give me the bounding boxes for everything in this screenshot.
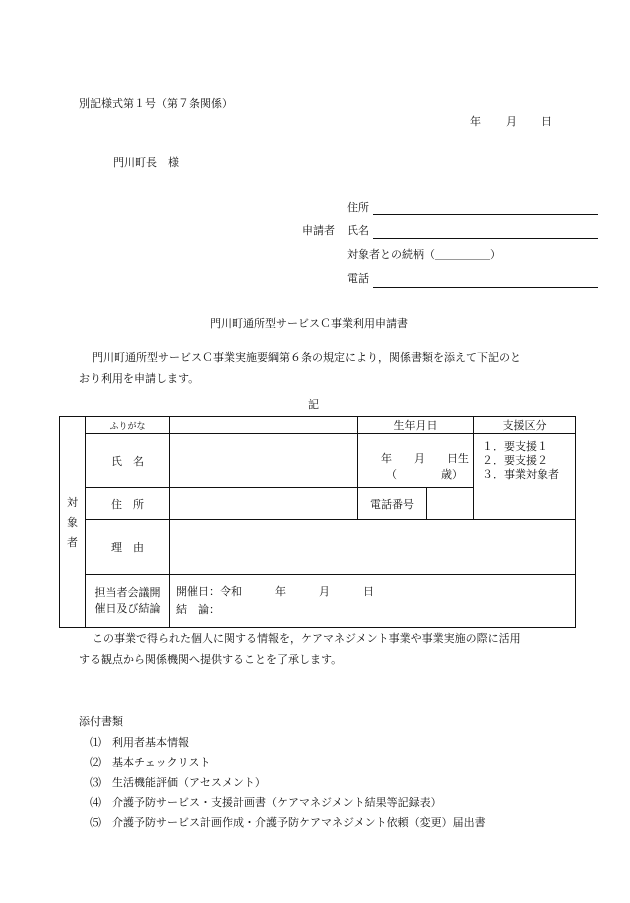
support-option[interactable]: ３．事業対象者 bbox=[482, 468, 559, 481]
furigana-label: ふりがな bbox=[86, 417, 170, 434]
intro-line-1: 門川町通所型サービスＣ事業実施要綱第６条の規定により，関係書類を添えて下記のと bbox=[92, 351, 521, 364]
address-label: 住 所 bbox=[86, 488, 170, 520]
support-option[interactable]: ２．要支援２ bbox=[482, 454, 548, 467]
date-day: 日 bbox=[541, 115, 552, 128]
phone-label: 電話番号 bbox=[358, 488, 427, 520]
consent-line-1: この事業で得られた個人に関する情報を，ケアマネジメント事業や事業実施の際に活用 bbox=[92, 632, 521, 645]
applicant-address-field[interactable] bbox=[373, 214, 598, 215]
meeting-field[interactable] bbox=[170, 575, 576, 628]
phone-field[interactable] bbox=[427, 488, 474, 520]
name-label: 氏 名 bbox=[86, 434, 170, 488]
consent-line-2: する観点から関係機関へ提供することを了承します。 bbox=[79, 653, 343, 666]
applicant-name-label: 氏名 bbox=[347, 224, 369, 237]
subject-table bbox=[59, 416, 576, 628]
furigana-field[interactable] bbox=[170, 417, 358, 434]
name-field[interactable] bbox=[170, 434, 358, 488]
date-year: 年 bbox=[470, 115, 481, 128]
attachments-heading: 添付書類 bbox=[79, 715, 123, 728]
meeting-result: 結 論： bbox=[176, 603, 220, 616]
reason-field[interactable] bbox=[170, 520, 576, 575]
date-month: 月 bbox=[506, 115, 517, 128]
addressee: 門川町長 様 bbox=[113, 156, 179, 169]
attachment-item: ⑵ 基本チェックリスト bbox=[90, 756, 211, 769]
meeting-label: 担当者会議開 催日及び結論 bbox=[86, 575, 170, 628]
birthdate-header: 生年月日 bbox=[358, 417, 474, 434]
applicant-label: 申請者 bbox=[302, 224, 335, 237]
applicant-phone-label: 電話 bbox=[347, 272, 369, 285]
support-option[interactable]: １．要支援１ bbox=[482, 440, 548, 453]
attachment-item: ⑷ 介護予防サービス・支援計画書（ケアマネジメント結果等記録表） bbox=[90, 796, 442, 809]
attachment-item: ⑸ 介護予防サービス計画作成・介護予防ケアマネジメント依頼（変更）届出書 bbox=[90, 816, 486, 829]
ki-label: 記 bbox=[308, 398, 319, 411]
birthdate-field[interactable]: 年 月 日生 （ 歳） bbox=[358, 434, 474, 488]
applicant-address-label: 住所 bbox=[347, 201, 369, 214]
meeting-date: 開催日：令和 年 月 日 bbox=[176, 585, 374, 598]
attachment-item: ⑶ 生活機能評価（アセスメント） bbox=[90, 776, 266, 789]
document-title: 門川町通所型サービスＣ事業利用申請書 bbox=[210, 317, 408, 330]
form-id: 別記様式第１号（第７条関係） bbox=[79, 97, 233, 110]
applicant-phone-field[interactable] bbox=[373, 287, 598, 288]
support-category-options[interactable] bbox=[474, 434, 576, 520]
attachment-item: ⑴ 利用者基本情報 bbox=[90, 736, 189, 749]
reason-label: 理 由 bbox=[86, 520, 170, 575]
support-header: 支援区分 bbox=[474, 417, 576, 434]
address-field[interactable] bbox=[170, 488, 358, 520]
subject-side-label: 対 象 者 bbox=[60, 417, 86, 628]
intro-line-2: おり利用を申請します。 bbox=[79, 372, 200, 385]
applicant-relation-label: 対象者との続柄（＿＿＿＿＿） bbox=[347, 248, 501, 261]
applicant-name-field[interactable] bbox=[373, 238, 598, 239]
